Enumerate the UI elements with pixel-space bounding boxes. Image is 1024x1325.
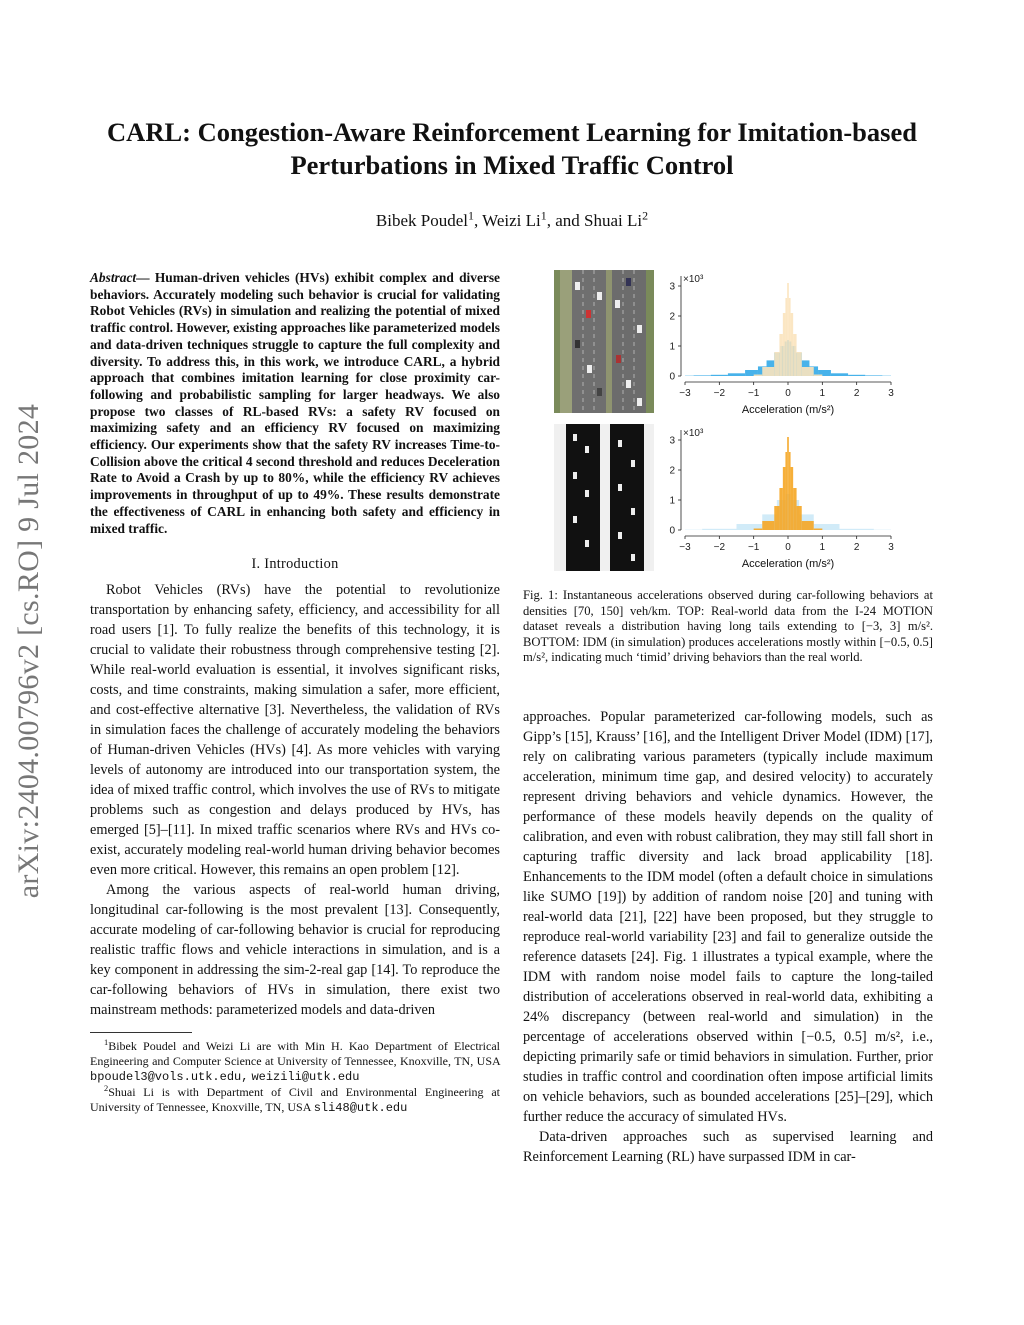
histogram-bar [779,488,782,530]
y-tick-label: 3 [669,281,675,293]
intro-paragraph-3: approaches. Popular parameterized car-following models, such as Gipp’s [15], Krauss’ [16], and the Intelligent Driver Model (IDM) [17], rely on calibrating various parameters (typically include maximum acceleration, minimum time gap, and desired velocity) to accurately represent driving behaviors and vehicle dynamics. However, the performance of these models heavily depends on the quality of calibration, and even with robust calibration, they may still fall short in capturing traffic diversity and lack broad applicability [18]. Enhancements to the IDM model (often a default choice in simulations like SUMO [19]) by addition of random noise [20] and tuning with real-world data [21], [22] have been proposed, but they struggle to reproduce real-world variability [23] and fail to generalize outside the reference datasets [24]. Fig. 1 illustrates a typical example, where the IDM with random noise model fails to capture the long-tailed distribution of accelerations observed in real-world data, exhibiting a 24% discrepancy (between real-world and simulation) in the percentage of accelerations observed within [−0.5, 0.5] m/s², i.e., depicting primarily safe or timid behaviors in simulation. Further, prior studies in traffic control and coordination often impose artificial limits on vehicle behaviors, such as bounded accelerations [25]–[29], which further reduce the accuracy of simulated HVs. [523,709,933,1125]
real-world-road-image [554,270,654,413]
author-affiliation: 2 [642,208,649,223]
histogram-bar [793,488,796,530]
x-tick-label: 3 [888,542,894,553]
arxiv-stamp [8,373,50,929]
x-tick-label: −1 [747,542,760,553]
footnote-2: $^2$Shuai Li is with Department of Civil and Environmental Engineering at University of Tennessee, Knoxville, TN, USA sli48@utk.edu [90,1084,500,1116]
y-tick-label: 2 [669,465,675,477]
section-heading: I. Introduction [251,556,339,573]
x-tick-label: −3 [679,388,691,399]
histogram-bar [789,298,791,376]
histogram-bar [702,529,736,530]
x-tick-label: 1 [819,542,826,553]
histogram-bar [754,529,763,531]
y-scale-label: ×10³ [683,428,704,439]
arxiv-id: arXiv:2404.00796v2 [cs.RO] 9 Jul 2024 [12,403,45,899]
histogram-bar [711,375,728,376]
y-tick-label: 2 [669,311,675,323]
histogram-bar [802,521,814,530]
histogram-bar [779,334,782,376]
x-tick-label: 3 [888,388,894,399]
histogram-bar [785,452,787,530]
x-tick-label: 0 [785,388,791,399]
right-column [523,707,933,1167]
y-tick-label: 0 [669,525,675,537]
histogram-bar [797,352,802,376]
x-tick-label: −2 [713,388,726,399]
histogram-bar [831,373,848,376]
histogram-bar [840,529,874,530]
histogram-bar [783,467,786,530]
footnote-email[interactable]: sli48@utk.edu [313,1101,408,1116]
y-tick-label: 1 [669,495,675,507]
histogram-bar [848,375,865,376]
top-acceleration-chart [655,268,900,420]
author-name: Shuai Li [584,211,643,230]
x-axis-label: Acceleration (m/s²) [741,404,835,416]
highway-aerial-icon [554,270,654,413]
title-line-1: CARL: Congestion-Aware Reinforcement Learning for Imitation-based [107,117,917,147]
title-line-2: Perturbations in Mixed Traffic Control [290,150,734,180]
y-tick-label: 3 [669,435,675,447]
author-affiliation: 1 [468,208,474,223]
bottom-acceleration-chart [655,422,900,574]
intro-paragraph-2: Among the various aspects of real-world human driving, longitudinal car-following is the most prevalent [13]. Consequently, accurate modeling of car-following behavior is crucial for reproducing realistic traffic flows and vehicle interactions in simulation, and is a key component in addressing the sim-2-real gap [14]. To reproduce the car-following behaviors of HVs in simulation, there exist two mainstream methods: parameterized models and data-driven [90,882,500,1019]
x-tick-label: 1 [819,388,826,399]
x-tick-label: 0 [785,542,791,553]
author-name: Bibek Poudel [375,211,469,230]
simulated-highway-icon [554,424,654,571]
author-affiliation: 1 [540,208,547,223]
footnote-email[interactable]: bpoudel3@vols.utk.edu, [90,1070,249,1085]
histogram-bar [762,521,774,530]
figure-caption [523,588,933,666]
paper-title [60,116,964,182]
histogram-bar [774,506,779,530]
y-tick-label: 1 [669,341,675,353]
abstract-text: — Human-driven vehicles (HVs) exhibit complex and diverse behaviors. Accurately modeling such behavior is crucial for validating Robot Vehicles (RVs) in simulation and realizing the potential of mixed traffic control. However, existing approaches like parameterized models and data-driven techniques struggle to capture the full complexity and diversity. To address this, in this work, we introduce CARL, a hybrid approach that combines imitation learning for close proximity car-following and probabilistic sampling for larger headways. We also propose two classes of RL-based RVs: a safety RV focused on maximizing safety and an efficiency RV focused on maximizing efficiency. Our experiments show that the safety RV increases Time-to-Collision above the critical 4 second threshold and reduces Deceleration Rate to Avoid a Crash by up to 80%, while the efficiency RV achieves improvements in throughput of up to 49%. These results demonstrate the effectiveness of CARL in enhancing both safety and efficiency in mixed traffic. [90,270,500,536]
histogram-bar [791,467,794,530]
author-name: Weizi Li [482,211,541,230]
x-axis-label: Acceleration (m/s²) [741,558,835,570]
footnote-rule [90,1032,192,1033]
y-scale-label: ×10³ [683,274,704,285]
histogram-bar [814,375,823,377]
histogram-bar [797,506,802,530]
histogram-bar [814,529,823,531]
abstract-label: Abstract [90,270,137,285]
histogram-bar [789,452,791,530]
histogram-bar [802,367,814,376]
x-tick-label: 2 [853,388,860,399]
left-column [90,270,500,1116]
histogram-bar [754,375,763,377]
histogram-bar [787,283,789,376]
histogram-bar [865,375,882,376]
footnote-2-text: Shuai Li is with Department of Civil and Environmental Engineering at University of Tennessee, Knoxville, TN, USA [90,1085,500,1115]
intro-paragraph-1: Robot Vehicles (RVs) have the potential to revolutionize transportation by enhancing safety, efficiency, and accessibility for all road users [1]. To fully realize the benefits of this technology, it is crucial to validate their robustness through comprehensive testing [2]. While real-world evaluation is essential, it involves significant risks, costs, and time constraints, making simulation a safer, more efficient, and cost-effective alternative [3]. Nevertheless, the validation of RVs in simulation faces the challenge of accurately modeling the behaviors of Human-driven Vehicles (HVs) [4]. As more vehicles with varying levels of autonomy are introduced into our transportation system, the idea of mixed traffic control, which involves the use of RVs to mitigate problems such as congestion and delays produced by HVs, has emerged [5]–[11]. In mixed traffic scenarios where RVs and HVs co-exist, accurately modeling real-world human driving behavior becomes even more critical. However, this remains an open problem [12]. [90,582,500,879]
histogram-bar [762,367,774,376]
footnote-1: $^1$Bibek Poudel and Weizi Li are with Min H. Kao Department of Electrical Engineering and Computer Science at University of Tennessee, Knoxville, TN, USA bpoudel3@vols.utk.edu, weizili@utk.edu [90,1038,500,1085]
x-tick-label: −3 [679,542,691,553]
x-tick-label: 2 [853,542,860,553]
x-tick-label: −1 [747,388,760,399]
caption-text: Instantaneous accelerations observed during car-following behaviors at densities [70, 150] veh/km. TOP: Real-world data from the I-24 MOTION dataset reveals a distribution having long tails extending to [−3, 3] m/s². BOTTOM: IDM (in simulation) produces accelerations mostly within [−0.5, 0.5] m/s², indicating much ‘timid’ driving behaviors than the real world. [523,588,933,664]
y-tick-label: 0 [669,371,675,383]
histogram-bar [787,437,789,530]
histogram-bar [774,352,779,376]
simulation-road-image [554,424,654,571]
histogram-bar [728,373,745,376]
histogram-bar [783,313,786,376]
footnote-email[interactable]: weizili@utk.edu [251,1070,360,1085]
caption-label: Fig. 1: [523,588,558,602]
x-tick-label: −2 [713,542,726,553]
author-list: Bibek Poudel$^1$, Weizi Li$^1$, and Shuai Li$^2$ [375,208,649,230]
series-1 [754,283,823,376]
histogram-bar [791,313,794,376]
histogram-bar [694,375,711,376]
footnote-1-text: Bibek Poudel and Weizi Li are with Min H. Kao Department of Electrical Engineering and Computer Science at University of Tennessee, Knoxville, TN, USA [90,1039,500,1069]
abstract [90,270,500,537]
histogram-bar [785,298,787,376]
intro-paragraph-4: Data-driven approaches such as supervised learning and Reinforcement Learning (RL) have surpassed IDM in car- [523,1129,933,1165]
histogram-bar [793,334,796,376]
